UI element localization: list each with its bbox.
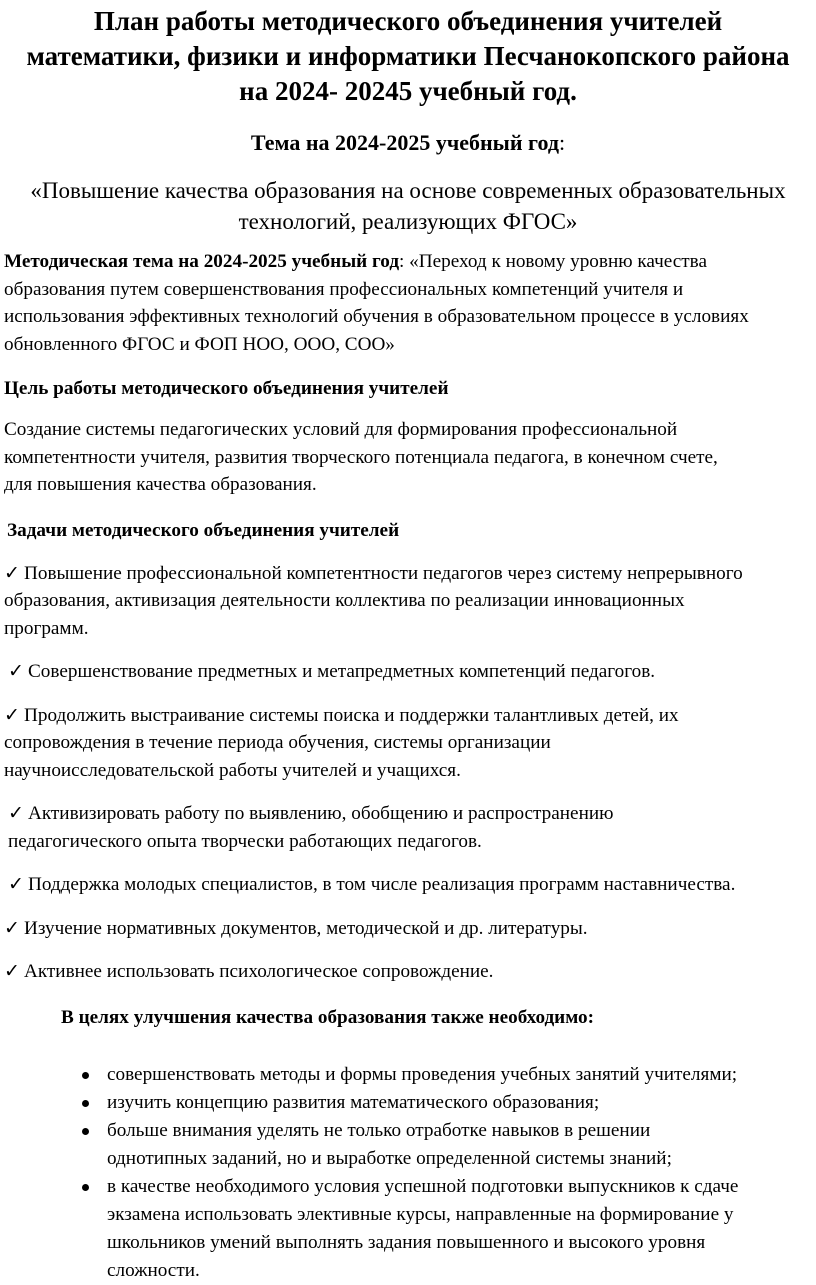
also-bullet-list (4, 1061, 812, 1285)
task-text: Совершенствование предметных и метапредметных компетенций педагогов. (28, 661, 656, 682)
task-text: Активизировать работу по выявлению, обобщению и распространению (28, 803, 614, 824)
task-item (4, 560, 812, 643)
task-line (8, 828, 812, 856)
method-theme-text: : «Переход к новому уровню качества (399, 251, 708, 272)
list-item (4, 1089, 812, 1117)
theme-text-line: «Повышение качества образования на основе современных образовательных (30, 178, 786, 203)
task-line (4, 958, 812, 986)
list-item-line: изучить концепцию развития математического образования; (107, 1091, 600, 1113)
task-text: Повышение профессиональной компетентности педагогов через систему непрерывного (24, 562, 743, 584)
goal-line: для повышения качества образования. (4, 474, 317, 495)
goal-line: Создание системы педагогических условий для формирования профессиональной (4, 419, 678, 440)
list-item-line: сложности. (107, 1259, 200, 1281)
document-title (4, 0, 812, 109)
tasks-list (4, 560, 812, 986)
list-item-line: в качестве необходимого условия успешной подготовки выпускников к сдаче (107, 1175, 739, 1197)
theme-heading (4, 129, 812, 157)
goal-paragraph (4, 416, 812, 499)
bullet-icon (82, 1184, 89, 1191)
bullet-icon (82, 1072, 89, 1079)
task-line (4, 560, 812, 588)
tasks-heading: Задачи методического объединения учителей (7, 519, 400, 541)
checkmark-icon: ✓ (4, 917, 21, 939)
task-text: Изучение нормативных документов, методической и др. литературы. (24, 917, 588, 939)
task-line (8, 800, 812, 828)
task-item (4, 702, 812, 785)
task-item (4, 871, 812, 899)
list-item-line: больше внимания уделять не только отработке навыков в решении (107, 1119, 651, 1141)
task-item (4, 800, 812, 855)
list-item-line: экзамена использовать элективные курсы, направленные на формирование у (107, 1203, 734, 1225)
list-item (4, 1173, 812, 1285)
method-theme-line: обновленного ФГОС и ФОП НОО, ООО, СОО» (4, 333, 395, 355)
title-line: математики, физики и информатики Песчанокопского района (26, 41, 790, 71)
checkmark-icon: ✓ (4, 961, 21, 982)
method-theme-line: образования путем совершенствования профессиональных компетенций учителя и (4, 278, 684, 300)
theme-text (4, 175, 812, 237)
method-theme-line: использования эффективных технологий обучения в образовательном процессе в условиях (4, 306, 749, 327)
task-text: сопровождения в течение периода обучения, системы организации (4, 732, 551, 753)
task-item (4, 958, 812, 986)
title-line: План работы методического объединения учителей (93, 6, 723, 36)
theme-text-line: технологий, реализующих ФГОС» (238, 209, 578, 234)
list-item-line: школьников умений выполнять задания повышенного и высокого уровня (107, 1231, 706, 1253)
goal-heading: Цель работы методического объединения учителей (4, 378, 449, 399)
checkmark-icon: ✓ (4, 562, 21, 584)
goal-line: компетентности учителя, развития творческого потенциала педагога, в конечном счете, (4, 446, 718, 468)
task-text: Активнее использовать психологическое сопровождение. (24, 961, 494, 982)
task-line (8, 871, 812, 899)
list-item (4, 1061, 812, 1089)
task-text: программ. (4, 617, 89, 639)
task-text: образования, активизация деятельности коллектива по реализации инновационных (4, 590, 685, 611)
task-line (4, 729, 812, 757)
list-item (4, 1117, 812, 1173)
list-item-line: совершенствовать методы и формы проведения учебных занятий учителями; (107, 1063, 738, 1085)
task-line (4, 615, 812, 643)
task-item (4, 658, 812, 686)
task-text: Продолжить выстраивание системы поиска и поддержки талантливых детей, их (24, 704, 679, 726)
task-item (4, 915, 812, 943)
theme-colon: : (558, 130, 566, 155)
task-text: научноисследовательской работы учителей и учащихся. (4, 759, 461, 781)
checkmark-icon: ✓ (8, 803, 25, 824)
also-heading: В целях улучшения качества образования также необходимо: (61, 1006, 595, 1028)
theme-label: Тема на 2024-2025 учебный год (250, 130, 559, 155)
method-theme-line (4, 248, 812, 276)
task-line (8, 658, 812, 686)
task-line (4, 587, 812, 615)
task-line (4, 915, 812, 943)
bullet-icon (82, 1128, 89, 1135)
task-text: педагогического опыта творчески работающих педагогов. (8, 830, 482, 852)
method-theme-paragraph (4, 248, 812, 358)
checkmark-icon: ✓ (4, 704, 21, 726)
title-line: на 2024- 20245 учебный год. (239, 76, 577, 106)
bullet-icon (82, 1100, 89, 1107)
method-theme-label: Методическая тема на 2024-2025 учебный год (4, 251, 400, 272)
list-item-line: однотипных заданий, но и выработке определенной системы знаний; (107, 1147, 672, 1169)
task-text: Поддержка молодых специалистов, в том числе реализация программ наставничества. (28, 874, 736, 895)
task-line (4, 702, 812, 730)
checkmark-icon: ✓ (8, 661, 25, 682)
checkmark-icon: ✓ (8, 874, 25, 895)
task-line (4, 757, 812, 785)
